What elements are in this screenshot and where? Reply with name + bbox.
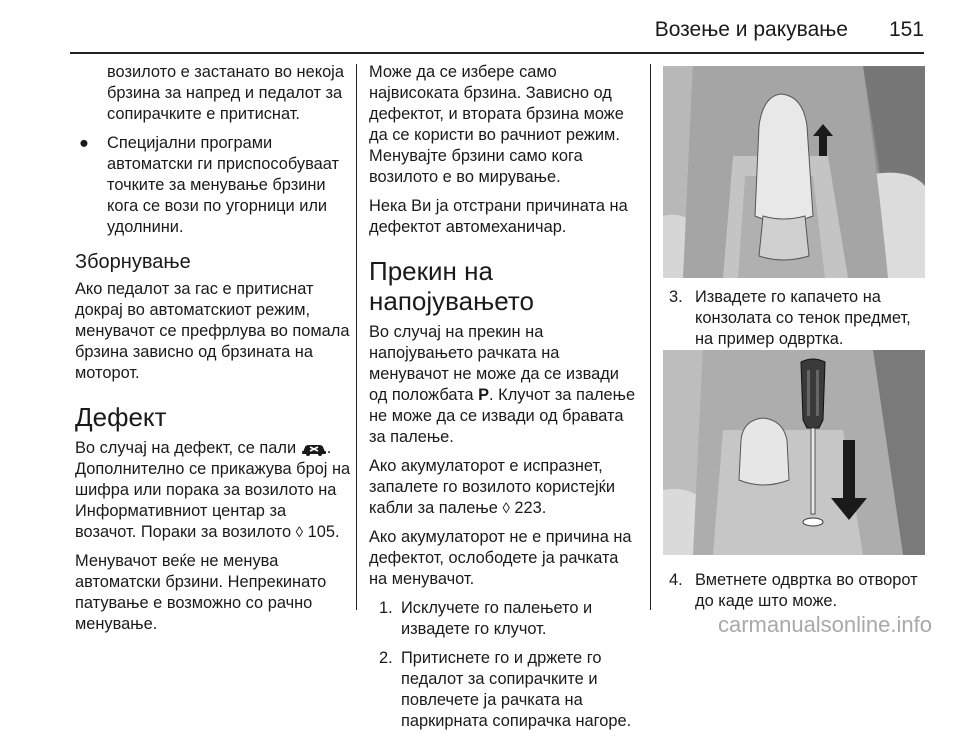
header-title: Возење и ракување <box>654 18 848 41</box>
gear-lever-drawing <box>663 66 925 278</box>
watermark-text: carmanualsonline.info <box>717 612 932 637</box>
column-1 <box>75 62 351 643</box>
battery-ref: 223. <box>514 499 547 517</box>
bullet-dot: ● <box>79 134 89 152</box>
power-heading: Прекин на напојувањето <box>369 256 534 316</box>
workshop-paragraph: Нека Ви ја отстрани причината на дефектот автомеханичар. <box>369 197 628 236</box>
step-number: 3. <box>669 288 683 306</box>
fault-text-b: . Дополнително се прикажува број на шифра или порака за возилото на Информативниот центар за возачот. Пораки за возилото <box>75 439 351 541</box>
step-text: Извадете го капачето на конзолата со тенок предмет, на пример одвртка. <box>695 288 911 348</box>
release-paragraph: Ако акумулаторот не е причина на дефектот, ослободете ја рачката на менувачот. <box>369 528 632 588</box>
battery-paragraph <box>369 456 641 519</box>
step-text: Притиснете го и држете го педалот за сопирачките и повлечете ја рачката на паркирната сопирачка нагоре. <box>401 649 632 730</box>
fault-text-a: Во случај на дефект, се пали <box>75 439 297 457</box>
bullet-text: Специјални програми автоматски ги приспособуваат точките за менување брзини кога се вози по угорници или удолнини. <box>107 134 339 236</box>
fault-ref: 105. <box>307 523 340 541</box>
kickdown-heading: Зборнување <box>75 251 191 273</box>
power-text-b: . Клучот за палење не може да се извади од бравата за палење. <box>369 386 636 446</box>
page-number: 151 <box>888 18 924 41</box>
page-header <box>0 0 960 58</box>
header-rule <box>70 52 924 54</box>
reference-glyph: ◊ <box>295 524 304 541</box>
continued-paragraph: возилото е застанато во некоја брзина за напред и педалот за сопирачките е притиснат. <box>107 63 344 123</box>
step-item-4 <box>663 570 925 612</box>
fault-heading: Дефект <box>75 402 167 432</box>
power-text-a: Во случај на прекин на напојувањето рачката на менувачот не може да се извади од положбата <box>369 323 619 404</box>
step-text: Вметнете одвртка во отворот до каде што може. <box>695 571 918 610</box>
screwdriver-illustration <box>663 350 925 555</box>
gear-position-p: P <box>478 386 490 404</box>
step-item-1 <box>369 598 641 640</box>
screwdriver-drawing <box>663 350 925 555</box>
column-divider-1 <box>356 64 357 610</box>
column-3 <box>663 287 925 358</box>
battery-text-a: Ако акумулаторот е испразнет, запалете го возилото користејќи кабли за палење <box>369 457 616 517</box>
step-text: Исклучете го палењето и извадете го клучот. <box>401 599 593 638</box>
continued-paragraph-2: Може да се избере само највисоката брзина. Зависно од дефектот, и втората брзина може да се користи во рачниот режим. Менувајте брзини само кога возилото е во мирување. <box>369 63 624 186</box>
column-2 <box>369 62 641 740</box>
power-paragraph <box>369 322 641 448</box>
kickdown-text: Ако педалот за гас е притиснат докрај во автоматскиот режим, менувачот се префрлува во помала брзина зависно од брзината на моторот. <box>75 280 350 382</box>
step-number: 1. <box>379 599 393 617</box>
step-item-3 <box>663 287 925 350</box>
gear-lever-illustration <box>663 66 925 278</box>
step-number: 4. <box>669 571 683 589</box>
reference-glyph: ◊ <box>502 500 510 517</box>
car-wrench-icon <box>301 442 327 456</box>
fault-text-2: Менувачот веќе не менува автоматски брзини. Непрекинато патување е возможно со рачно менување. <box>75 552 327 633</box>
bullet-item <box>75 133 351 238</box>
fault-paragraph <box>75 438 351 543</box>
column-divider-2 <box>650 64 651 610</box>
step-item-2 <box>369 648 641 732</box>
step-number: 2. <box>379 649 393 667</box>
